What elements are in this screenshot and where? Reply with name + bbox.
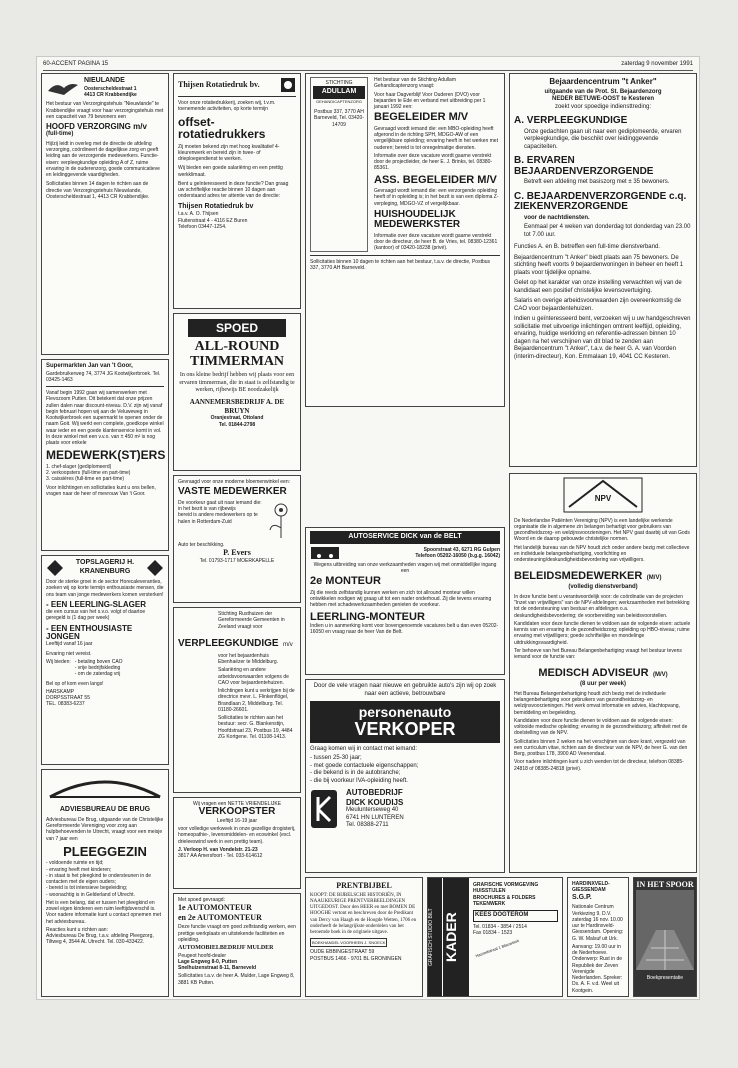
thijssen-attn: t.a.v. A. O. Thijsen [178,211,219,218]
mulder-closing: Sollicitaties t.a.v. de heer A. Mulder, Lage Engweg 8, 3881 KB Putten. [178,973,295,986]
dick-intro: Wegens uitbreiding van onze werkzaamheden vragen wij met onmiddellijke ingang een [313,561,497,574]
bejaarden-a-text: Onze gedachten gaan uit naar een gediplomeerde, ervaren verpleegkundige, die beschikt over leidinggevende capaciteiten. [524,128,682,150]
topslagerij-address: HARSKAMP [46,688,75,695]
npv-title2-suffix: (M/V) [653,672,668,679]
dick-body: Zij die reeds zelfstandig kunnen werken en zich tot allround monteur willen ontwikkelen nodigen wij graag uit tot een nader onderhoud. Zij die tevens ervaring hebben met schadewerkzaamheden genieten de voorkeur. [310,589,492,609]
spoed-label: SPOED [188,319,286,337]
topslagerij-offer: - betaling boven CAO [74,658,123,665]
stichting-apply: Sollicitaties te richten aan het bestuur: secr. G. Blankenstijn, Hoofdstraat 23, Postbus 19, 4484 ZG Kortgene. Tel. 01108-1413. [218,715,293,740]
koudijs-item: - die bij voorkeur IVA-opleiding heeft. [310,778,500,786]
ad-spoor [633,877,697,997]
thijssen-title: offset-rotatiedrukkers [178,114,266,142]
adullam-stichting: STICHTING [325,80,353,86]
brug-closing: Reacties kunt u richten aan: [46,926,108,933]
bejaarden-sub2: NEDER BETUWE-OOST te Kesteren [551,96,654,103]
ad-kader [427,877,563,997]
ad-prentbijbel [305,877,423,997]
adullam-info1: Informatie over deze vacature wordt gaarne verstrekt door de projectleider, de heer E. J. Brinks, tel. 08380-85361. [374,152,493,172]
ad-hardinxveld [567,877,629,997]
thijssen-address: Fluitenstraat 4 - 4116 EZ Buren [178,217,248,224]
page-date: zaterdag 9 november 1991 [621,61,693,67]
kader-side: GRAFISCH STUDIO BILT [428,878,442,996]
evers-req: in het bezit is van rijbewijs [178,506,236,512]
ad-evers [173,475,301,603]
verkoopster-city: 3817 AA Amersfoort - Tel. 033-614612 [178,853,263,859]
nieulande-address: Oosterscheldestraat 1 [84,85,137,92]
evers-name: P. Evers [223,548,251,557]
koudijs-items-list [310,755,500,785]
evers-tel: Tel. 01793-1717 MOERKAPELLE [199,557,275,564]
flower-illustration-icon [266,500,296,540]
bejaarden-sub3: zoekt voor spoedige indiensttreding: [554,103,652,110]
supermarkt-title: MEDEWERK(ST)ERS [46,448,166,463]
dick-tel: Telefoon 05202-16050 (b.g.g. 16042) [415,552,500,559]
bejaarden-c-sub: voor de nachtdiensten. [524,214,590,221]
bejaarden-p5: Indien u geïnteresseerd bent, verzoeken wij u uw handgeschreven sollicitatie met uitvoerige inlichtingen omtrent leeftijd, opleiding, ervaring, huidige werkkring en referentie-adressen binnen 10 dagen na het verschijnen van dit blad te zenden aan Bejaardencentrum "t Anker", t.a.v. de heer G. A. van Voorden (interim-directeur), Kon. Emmalaan 19, 4041 CC Kesteren. [514,316,691,360]
thijssen-name: Thijsen Rotatiedruk bv. [178,80,260,90]
ad-mulder [173,893,301,997]
thijssen-body: Zij moeten bekend zijn met hoog kwalitatief 4-kleurenwerk en bereid zijn in twee- of drieploegendienst te werken. [178,143,280,163]
adullam-req2: Gevraagd wordt iemand die: een verzorgende opleiding heeft of in opleiding is; in het bezit is van een diploma Z-verpleging, MDGO-VZ of vergelijkbaar. [374,188,499,207]
npv-closing: Sollicitaties binnen 2 weken na het verschijnen van deze krant, vergezeld van een curriculum vitae, richten aan de directeur van de NPV, de heer G. van den Berg, postbus 178, 3900 AD Veenendaal. [514,738,688,758]
koudijs-item: - die bekend is in de autobranche; [310,770,500,778]
brug-criterion: - woonachtig is in Gelderland of Utrecht. [46,892,164,898]
newspaper-page [36,56,700,1000]
verkoopster-body: voor volledige werkweek in onze gezellige drogisterij, homeopathie-, levensmiddelen- en ecowinkel (excl. drieleeswind werk in een prettig team). [178,826,296,845]
bejaarden-p3: Gelet op het karakter van onze instelling verwachten wij van de kandidaat een positief christelijke levensovertuiging. [514,280,682,294]
ad-stichting [173,607,301,793]
kader-tel: Tel. 01834 - 3854 / 2514 [473,923,527,930]
topslagerij-job1-note: die een cursus van het s.v.o. volgt of daartoe geregeld is (1 dag per week) [46,609,146,622]
nieulande-body: Hij/zij leidt in overleg met de directie de afdeling verzorging, coördineert de dagelijkse zorg en geeft leiding aan de verzorgende medewerkers. Functie-eisen: verpleegkundige opleiding A of Z, ruime ervaring in de ouderenzorg, goede communicatieve en leidinggevende vaardigheden. [46,140,160,179]
bird-logo-icon [46,79,80,97]
koudijs-logo-icon [310,789,338,829]
npv-title1: BELEIDSMEDEWERKER [514,570,643,583]
mulder-company: AUTOMOBIELBEDRIJF MULDER [178,945,274,952]
brug-criterion: - bereid is tot intensieve begeleiding; [46,885,164,891]
evers-req: bereid is andere medewerkers op te halen in Rotterdam-Zuid [178,512,258,525]
stichting-intro: Stichting Rusthuizen der Gereformeerde Gemeenten in Zeeland vraagt voor [218,611,285,630]
kader-label: KADER [443,878,469,996]
thijssen-intro: Voor onze rotatiedrukkerij, zoeken wij, t.v.m. toenemende activiteiten, op korte termijn [178,100,276,113]
ad-nieulande [41,73,169,355]
npv-body1: In deze functie bent u verantwoordelijk voor: de coördinatie van de projecten "Inzet van vrijwilligers" van de NPV-afdelingen; werkzaamheden met betrekking tot de ondersteuning van bestuur en afdelingen o.a. deskundigheidsbevordering; de voorbereiding van beleidsvoorstellen. [514,593,690,619]
koudijs-item: - tussen 25-30 jaar; [310,755,500,763]
topslagerij-tel: TEL. 08383-6237 [46,701,85,708]
topslagerij-offer-label: Wij bieden: [46,658,71,665]
evers-intro: Gevraagd voor onze moderne bloemenwinkel een: [178,479,291,485]
kader-line: TEKENWERK [473,900,506,907]
npv-mid: Ter behoeve van het Bureau Belangenbehartiging vraagt het bestuur tevens iemand voor de functie van: [514,647,682,661]
stichting-salary: Salariëring en andere arbeidsvoorwaarden volgens de CAO voor bejaardentehuizen. [218,667,289,686]
mulder-address1: Lage Engweg 8-0, Putten [178,958,238,965]
supermarkt-role: 3. caissières (full-time en part-time) [46,476,125,483]
ad-spoed [173,313,301,471]
ad-brug [41,769,169,997]
prentbijbel-address: OUDE EBBINGESTRAAT 59 [310,949,375,956]
adullam-sub: GEHANDICAPTENZORG [315,99,362,104]
car-logo-icon [310,546,340,560]
brug-criterion: - ervaring heeft met kinderen; [46,867,164,873]
topslagerij-offer: - vrije bedrijfskleding [74,665,121,672]
koudijs-tel: Tel. 08388-2711 [346,822,389,829]
koudijs-ask: Graag komen wij in contact met iemand: [310,745,418,752]
topslagerij-street: DORPSSTRAAT 55 [46,695,90,702]
spoor-photo-icon [636,890,694,970]
kader-line: GRAFISCHE VORMGEVING [473,882,539,888]
adullam-loc1: Voor haar Dagverblijf Voor Ouderen (DVO) voor bejaarden te Ede en verband met uitbreiding per 1 januari 1992 een: [374,91,486,110]
bejaarden-p4: Salaris en overige arbeidsvoorwaarden zijn overeenkomstig de CAO voor bejaardentehuizen. [514,298,682,312]
koudijs-item: - met goede contactuele eigenschappen; [310,763,500,771]
ad-bejaarden [509,73,697,467]
kader-line: HUISSTIJLEN [473,888,506,895]
brug-address: Adviesbureau De Brug, t.a.v. afdeling Pleegzorg, Tiltweg 4, 3544 AL Utrecht. Tel. 030-433422. [46,933,154,946]
ad-supermarkt [41,359,169,551]
adullam-req1: Gevraagd wordt iemand die: een MBO-opleiding heeft afgerond in de richting SPH, MDGO-AW of een vergelijkbare opleiding; ervaring heeft in het werken met ouderen; bereid is tot onregelmatige diensten. [374,125,498,151]
koudijs-title1: personenauto [358,704,452,720]
npv-req1: Kandidaten voor deze functie dienen te voldoen aan de volgende eisen: actuele kennis van en ervaring in de gezondheidszorg; opleiding op HBO-niveau; ruime ervaring met vrijwilligers; goede schriftelijke en mondelinge uitdrukkingsvaardigheid. [514,620,691,646]
mulder-brand: Peugeot hoofd-dealer [178,952,227,959]
npv-body2: Het Bureau Belangenbehartiging houdt zich bezig met de individuele belangenbehartiging voor gebruikers van gezondheidszorg- en welzijnsvoorzieningen. Het werk omvat informatie en advies, klachtopvang, bemiddeling en begeleiding. [514,690,680,716]
koudijs-company2: DICK KOUDIJS [346,797,404,807]
dick-name: AUTOSERVICE DICK van de BELT [310,531,500,544]
spoor-title: IN HET SPOOR [636,880,694,889]
topslager-emblem-icon [146,559,164,577]
thijssen-tel: Telefoon 03447-1254. [178,223,227,230]
topslagerij-req: Ervaring niet vereist. [46,650,92,657]
ad-verkoopster [173,797,301,889]
bejaarden-p1: Functies A. en B. betreffen een full-time dienstverband. [514,244,660,251]
spoed-address: Oranjestraat, Ottoland [210,415,264,422]
brug-title: PLEEGGEZIN [63,843,147,859]
brug-criterion: - in staat is het pleegkind te ondersteunen in de contacten met de eigen ouders; [46,873,164,886]
ad-koudijs [305,679,505,873]
kader-name: KEES DOGTEROM [473,910,558,922]
supermarkt-role: 2. verkoopsters (full-time en part-time) [46,470,131,477]
koudijs-company1: AUTOBEDRIJF [346,788,403,798]
bejaarden-p2: Bejaardencentrum "t Anker" biedt plaats aan 75 bewoners. De stichting heeft voorts 9 bejaardenwoningen in beheer en heeft 1 plaats voor tijdelijke opname. [514,254,684,276]
topslager-emblem-icon [46,559,64,577]
npv-title2: MEDISCH ADVISEUR [538,667,649,680]
npv-intro2: Het landelijk bureau van de NPV houdt zich onder andere bezig met collectieve en individuele belangenbehartiging, voorlichting en ondersteuning/deskundigheidsbevordering van vrijwilligers. [514,544,690,564]
spoed-company: AANNEMERSBEDRIJF A. DE BRUYN [189,397,285,415]
nieulande-city: 4413 CR Krabbendijke [84,92,137,98]
bridge-logo-icon [46,773,164,801]
bejaarden-b: B. ERVAREN BEJAARDENVERZORGENDE [514,155,654,177]
verkoopster-name: J. Verloop H. van Vondelstr. 21-23 [178,846,258,853]
bejaarden-c-text: Eenmaal per 4 weken van donderdag tot donderdag van 23.00 tot 7.00 uur. [524,224,691,238]
spoed-title: ALL-ROUND TIMMERMAN [189,339,285,369]
prentbijbel-imprint: BOEKHANDEL VOORHEEN J. SNOECK [312,940,386,946]
npv-intro: De Nederlandse Patiënten Vereniging (NPV) is een landelijke werkende organisatie die in algemene zin belangen behartigt voor gebruikers van gezondheidszorg- en welzijnsvoorzieningen. Het NPV gaat daarbij uit van Gods Woord en de daarop gebouwde christelijke normen. [514,517,690,543]
nieulande-intro: Het bestuur van Verzorgingstehuis "Nieuwlande" te Krabbendijke vraagt voor haar verzorgingstehuis met een capaciteit van 79 bewoners een [46,101,164,120]
thijssen-company: Thijsen Rotatiedruk bv [178,202,254,210]
supermarkt-address: Gardebruikerweg 74, 3774 JG Kootwijkerbroek. Tel. 03425-1463 [46,370,161,383]
topslagerij-job2-note: Leeftijd vanaf 16 jaar [46,641,93,648]
prentbijbel-postbus: POSTBUS 1466 - 9701 BL GRONINGEN [310,955,402,962]
ad-npv [509,473,697,873]
npv-req2: Kandidaten voor deze functie dienen te voldoen aan de volgende eisen: voltooide medische opleiding; ervaring in de gezondheidszorg; affiniteit met de doelstelling van de NPV. [514,717,688,737]
adullam-postbus: Postbus 337, 3770 AH Barneveld, Tel. 03420-14709 [314,109,364,128]
kader-badge: Hasseltstraat 1 Blauwstok [474,937,520,959]
nieulande-subtitle: (full-time) [46,131,74,138]
hardinxveld-name: HARDINXVELD-GIESSENDAM [572,881,610,894]
npv-logo-text: NPV [594,494,612,503]
page-header [43,61,693,71]
adullam-title3: HUISHOUDELIJK MEDEWERKSTER [374,208,461,231]
hardinxveld-body: Nationale Centrum Verkiezing 9. D.V. zaterdag 16 nov. 10.00 uur te Hardinxveld-Giessendam. Opening: G. W. Malsuf uit Urk. [572,904,624,942]
adullam-info3: Informatie over deze vacature wordt gaarne verstrekt door de directeur, de heer B. de Vries, tel. 08380-12361 (kantoor) of 03420-18238 (privé). [374,232,498,252]
mulder-address2: Snelhuizenstraat 8-11, Barneveld [178,965,257,972]
koudijs-address: Meulunterseweg 40 [346,807,399,814]
dick-body2: Indien u in aanmerking komt voor bovengenoemde vacatures belt u dan even 05202-16050 en vraag naar de heer Van de Belt. [310,623,499,636]
spoed-tel: Tel. 01844-2798 [218,421,256,428]
npv-title2-sub: (8 uur per week) [579,681,626,688]
evers-reqs-intro: De voorkeur gaat uit naar iemand die: [178,499,262,506]
adullam-name: ADULLAM [313,86,365,99]
prentbijbel-body: KOOPT: DE BIJBELSCHE HISTORIËN, IN NAAUKEURIGE PRENTVERBEELDINGEN UITGEDOST. Door den HEER en met BOMEN DE HOOGHE vertont en beschreven door de Predikant van Dercy van Haagh en de Hoogde Wetten, 1706 en onderheeft de belangrijkste onderdelen van het beroemde boek in de originele uitgave. [310,892,417,936]
thijssen-offer: Wij bieden een goede salariëring en een prettig werkklimaat. [178,165,283,178]
dick-address: Spoorstraat 43, 6271 RG Gulpen [423,546,500,553]
prentbijbel-title: PRENTBIJBEL [336,881,392,890]
evers-car: Auto ter beschikking. [178,541,225,548]
npv-title1-sub: (volledig dienstverband) [568,584,638,591]
topslagerij-call: Bel op of kom even langs! [46,680,104,687]
stichting-info: Inlichtingen kunt u verkrijgen bij de directrice mevr. L. Flinkenflögel, Brandlaan 2, Middelburg. Tel. 01180-26601. [218,688,295,713]
adullam-intro: Het bestuur van de Stichting Adullam Gehandicaptenzorg vraagt: [374,77,456,90]
adullam-logo-box [310,77,368,252]
mulder-title2: en 2e AUTOMONTEUR [178,912,262,922]
topslagerij-body: Door de sterke groei in de sector Horecaleveranties, zoeken wij op korte termijn enthousiaste mensen, die ons team van jonge medewerkers komen versterken! [46,579,164,598]
kader-fax: Fax 01834 - 1523 [473,929,513,936]
ad-dick [305,527,505,675]
ad-topslagerij [41,555,169,765]
koudijs-intro: Door de vele vragen naar nieuwe en gebruikte auto's zijn wij op zoek naar een actieve, betrouwbare [313,683,497,697]
topslagerij-name: TOPSLAGERIJ H. KRANENBURG [75,559,135,575]
adullam-closing: Sollicitaties binnen 10 dagen te richten aan het bestuur, t.a.v. de directie, Postbus 337, 3770 AH Barneveld. [310,258,491,271]
npv-title1-suffix: (M/V) [646,575,662,582]
hardinxveld-body2: Aanvang: 19.00 uur in de Nederhoeve. Onderwerp: Rust in de Republiek der Zeven Verenigde Nederlanden. Spreker: Ds. A. F. v.d. Weel uit Kootgein. [572,943,623,994]
thijssen-question: Bent u geïnteresseerd in deze functie? Dan graag uw schriftelijke reactie binnen 10 dagen aan onderstaand adres ter attentie van de directie: [178,180,289,200]
supermarkt-role: 1. chef-slager (gediplomeerd) [46,463,112,470]
supermarkt-closing: Voor inlichtingen en sollicitaties kunt u ons bellen, vragen naar de heer of mevrouw Van 't Goor. [46,484,156,497]
dick-title: 2e MONTEUR [310,575,381,588]
ad-adullam [305,73,505,407]
nieulande-closing: Sollicitaties binnen 14 dagen te richten aan de directie van Verzorgingstehuis Nieuwlande, Oosterscheldestraat 1, 4413 CR Krabbendijke. [46,181,150,200]
mulder-body: Deze functie vraagt om goed zelfstandig werken, een prettige werkplaats en uitstekende faciliteiten en opleiding. [178,924,296,943]
nieulande-name: NIEULANDE [84,77,125,84]
bejaarden-a: A. VERPLEEGKUNDIGE [514,115,628,127]
spoor-label: Boekpresentatie [646,974,684,981]
verkoopster-title: VERKOOPSTER [198,806,276,818]
brug-intro: Adviesbureau De Brug, uitgaande van de Christelijke Gereformeerde Vereniging voor zorg aan hulpbehoevenden te Utrecht, vraagt voor een meisje van 7 jaar een [46,816,164,842]
printer-logo-icon [280,77,296,93]
adullam-title2: ASS. BEGELEIDER M/V [374,173,497,186]
topslagerij-offer: - om de zaterdag vrij [74,671,121,678]
npv-more: Voor nadere inlichtingen kunt u zich wenden tot de directeur, telefoon 08385-24818 of 08385-24818 (privé). [514,759,684,772]
mulder-intro: Met spoed gevraagd: [178,897,225,903]
supermarkt-name: Supermarkten Jan van 't Goor, [46,363,133,369]
brug-name: ADVIESBUREAU DE BRUG [59,806,151,813]
mulder-title1: 1e AUTOMONTEUR [178,903,252,913]
bejaarden-title: Bejaardencentrum "t Anker" [549,77,657,86]
verkoopster-intro: Wij vragen een NETTE VRIENDELIJKE [192,801,282,807]
ad-thijssen [173,73,301,309]
spoed-body: In ons kleine bedrijf hebben wij plaats voor een ervaren timmerman, die in staat is zelfstandig te werken, rijbewijs BE noodzakelijk [179,372,295,394]
brug-body: Het is een belang, dat er tussen het pleegkind en zowel eigen kinderen een ruim leeftijdsverschil is. Voor nadere informatie kunt u contact opnemen met het adviesbureau. [46,899,162,925]
bejaarden-b-text: Betreft een afdeling met basiszorg met ± 35 bewoners. [524,179,670,186]
nieulande-title: HOOFD VERZORGING m/v [46,122,147,131]
bejaarden-sub1: uitgaande van de Prot. St. Bejaardenzorg [544,88,662,95]
stichting-body: voor het bejaardenhuis Ebenhaëzer te Middelburg. [218,652,279,665]
verkoopster-age: Leeftijd 16-19 jaar [216,817,258,824]
kader-line: BROCHURES & FOLDERS [473,894,536,901]
brug-criteria-list [46,860,164,898]
supermarkt-body: Vanaf begin 1992 gaan wij samenwerken met Flevozoom Putten. Dit betekent dat onze prijzen zullen dalen naar discount-niveau. D.V. zijn wij vanaf begin februari hopen wij aan de Veluweweg in Kootwijkerbroek een supermarkt te openen onder de naam Goit. Wij werkt een complete, goedkope winkel waar ieder en een goede klantenservice komt in vol. In deze winkel met een v.v.o. van ± 450 m² is nog plaats voor enkele [46,390,164,446]
evers-title: VASTE MEDEWERKER [178,486,287,498]
topslagerij-job1: - EEN LEERLING-SLAGER [46,599,147,609]
bejaarden-c: C. BEJAARDENVERZORGENDE c.q. ZIEKENVERZORGENDE [514,190,687,213]
page-number: 60-ACCENT PAGINA 15 [43,61,109,67]
koudijs-title2: VERKOPER [354,718,456,739]
adullam-title1: BEGELEIDER M/V [374,111,469,124]
topslagerij-job2: - EEN ENTHOUSIASTE JONGEN [46,623,133,642]
hardinxveld-sub: S.G.P. [572,893,592,901]
stichting-suffix: m/v [283,641,293,648]
koudijs-city: 6741 HN LUNTEREN [346,814,404,821]
dick-title2: LEERLING-MONTEUR [310,610,425,623]
stichting-title: VERPLEEGKUNDIGE [178,637,279,649]
brug-criterion: - voldoende ruimte en tijd; [46,860,164,866]
